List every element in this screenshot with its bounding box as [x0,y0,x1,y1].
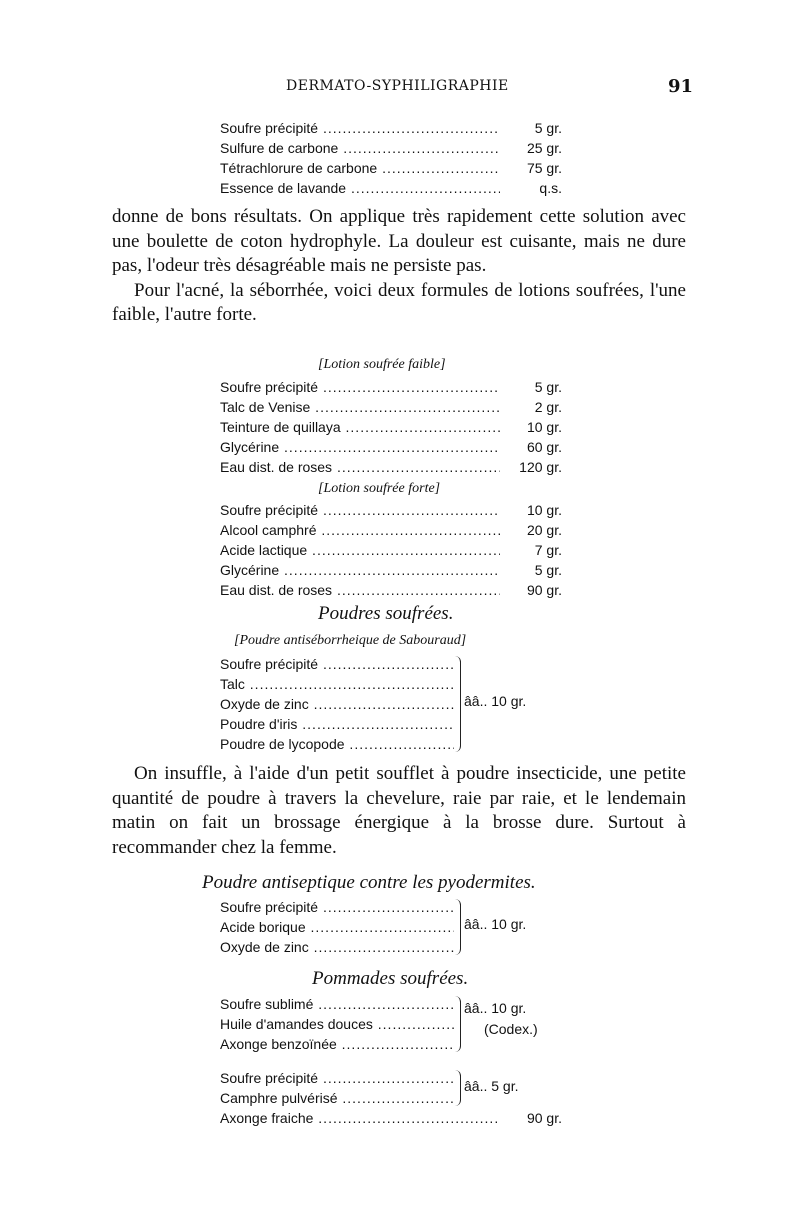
section-heading: Poudre antiseptique contre les pyodermites. [202,872,536,893]
formula-top [220,118,566,198]
paragraph-3 [112,762,686,860]
brace [454,656,461,752]
formula-row: Teinture de quillaya ..... 10 gr. [220,417,566,437]
brace [454,899,461,955]
dose-note: ââ.. 10 gr. [464,693,527,709]
dose-note: ââ.. 10 gr. [464,916,527,932]
ingredient-row: Huile d'amandes douces ..... [220,1014,454,1034]
formula-row: Eau dist. de roses ..... 120 gr. [220,457,566,477]
poudres-list [220,654,454,754]
ingredient-row: Soufre sublimé ..... [220,994,454,1014]
ingredient-row: Soufre précipité ..... [220,897,454,917]
ingredient-row: Oxyde de zinc ..... [220,694,454,714]
ingredient-row: Poudre de lycopode ..... [220,734,454,754]
formula-row: Sulfure de carbone ..... 25 gr. [220,138,566,158]
ingredient-row: Axonge benzoïnée ..... [220,1034,454,1054]
formula-row: Talc de Venise ..... 2 gr. [220,397,566,417]
formula-row: Tétrachlorure de carbone ..... 75 gr. [220,158,566,178]
brace [454,1070,461,1106]
formula-row: Glycérine ..... 5 gr. [220,560,566,580]
lotion-faible [220,377,566,477]
formula-row: Soufre précipité ..... 5 gr. [220,118,566,138]
ingredient-row: Soufre précipité ..... [220,654,454,674]
running-header: DERMATO-SYPHILIGRAPHIE [286,78,509,94]
lotion-forte-title: [Lotion soufrée forte] [318,481,441,496]
formula-row: Axonge fraiche ..... 90 gr. [220,1108,566,1128]
pommade-group-1 [220,994,454,1054]
section-heading: Pommades soufrées. [312,968,469,989]
paragraph-text: On insuffle, à l'aide d'un petit soufflet à poudre insecticide, une petite quantité de poudre à travers la chevelure, raie par raie, et le lendemain matin on fait un brossage énergique à la brosse dure. Surtout à recommander chez la femme. [112,763,686,858]
formula-row: Glycérine ..... 60 gr. [220,437,566,457]
formula-row: Eau dist. de roses ..... 90 gr. [220,580,566,600]
formula-row: Soufre précipité ..... 10 gr. [220,500,566,520]
page-number: 91 [668,76,694,97]
codex-note: (Codex.) [484,1021,538,1037]
formula-row: Essence de lavande ..... q.s. [220,178,566,198]
antiseptique-list [220,897,454,957]
pommade-last-row [220,1108,566,1128]
ingredient-row: Poudre d'iris ..... [220,714,454,734]
paragraph-1 [112,205,686,328]
paragraph-text: Pour l'acné, la séborrhée, voici deux formules de lotions soufrées, l'une faible, l'autre forte. [112,279,686,325]
poudre-subtitle: [Poudre antiséborrheique de Sabouraud] [234,633,467,648]
formula-row: Soufre précipité ..... 5 gr. [220,377,566,397]
ingredient-row: Oxyde de zinc ..... [220,937,454,957]
lotion-faible-title: [Lotion soufrée faible] [318,357,446,372]
dose-note: ââ.. 10 gr. [464,1000,527,1016]
section-heading: Poudres soufrées. [318,603,454,624]
formula-row: Acide lactique ..... 7 gr. [220,540,566,560]
paragraph-text: donne de bons résultats. On applique très rapidement cette solution avec une boulette de coton hydrophyle. La douleur est cuisante, mais ne dure pas, l'odeur très désagréable mais ne persiste pas. [112,206,686,276]
ingredient-row: Acide borique ..... [220,917,454,937]
ingredient-row: Soufre précipité ..... [220,1068,454,1088]
dose-note: ââ.. 5 gr. [464,1078,519,1094]
ingredient-row: Camphre pulvérisé ..... [220,1088,454,1108]
lotion-forte [220,500,566,600]
brace [454,996,461,1052]
formula-row: Alcool camphré ..... 20 gr. [220,520,566,540]
ingredient-row: Talc ..... [220,674,454,694]
pommade-group-2 [220,1068,454,1108]
